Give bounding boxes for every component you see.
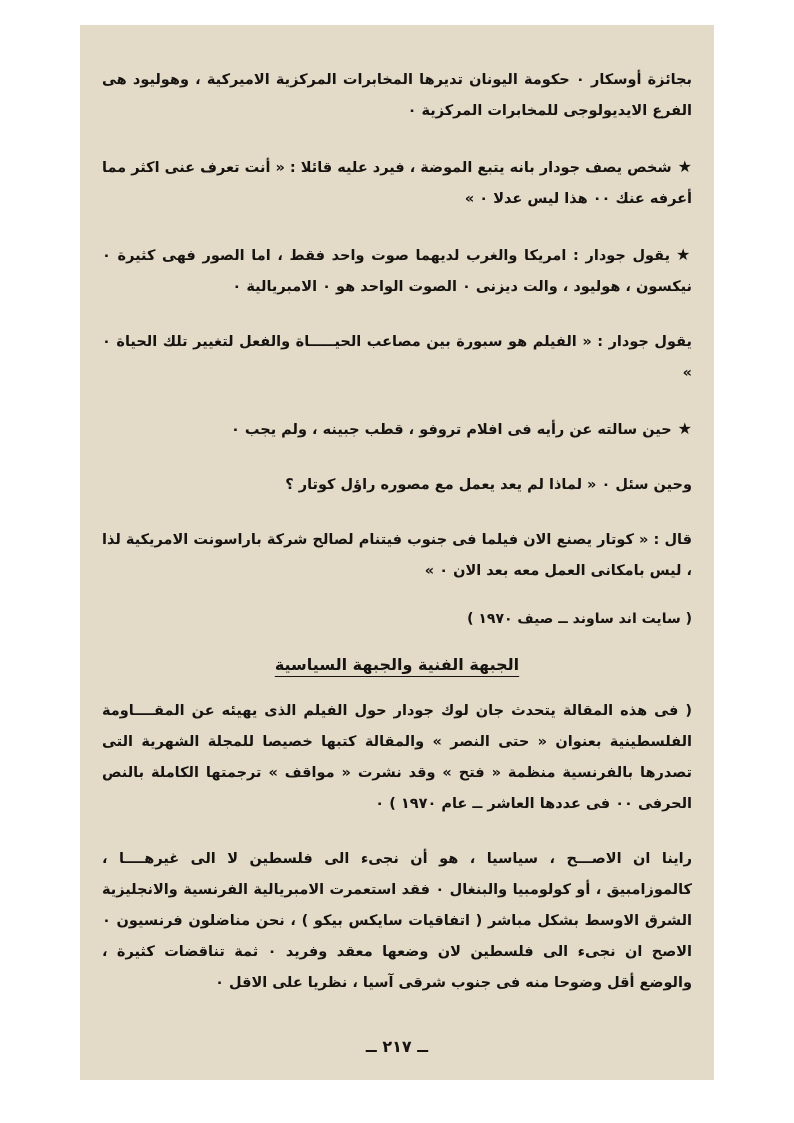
section-heading: الجبهة الفنية والجبهة السياسية [274,655,520,674]
top-section [102,65,692,587]
intro-paragraph: ( فى هذه المقالة يتحدث جان لوك جودار حول الفيلم الذى يهيئه عن المقــــاومة الفلسطينية بعنوان « حتى النصر » والمقالة كتبها خصيصا للمجلة الشهرية التى تصدرها بالفرنسية منظمة « فتح » وقد نشرت « مواقف » ترجمتها الكاملة بالنص الحرفى ٠٠ فى عددها العاشر ــ عام ١٩٧٠ ) ٠ [102,703,692,812]
page-number: ــ ٢١٧ ــ [365,1037,429,1056]
star-bullet-icon: ★ [677,419,692,438]
body-paragraph: راينا ان الاصـــح ، سياسيا ، هو أن نجىء الى فلسطين لا الى غيرهــــا ، كالموزامبيق ، أو كولومبيا والبنغال ٠ فقد استعمرت الامبريالية الفرنسية والانجليزية الشرق الاوسط بشكل مباشر ( اتفاقيات سايكس بيكو ) ، نحن مناضلون فرنسيون ٠ الاصح ان نجىء الى فلسطين لان وضعها معقد وفريد ٠ ثمة تناقضات كثيرة ، والوضع أقل وضوحا منه فى جنوب شرقى آسيا ، نظريا على الاقل ٠ [102,851,692,991]
paragraph-7: قال : « كوتار يصنع الان فيلما فى جنوب فيتنام لصالح شركة باراسونت الامريكية لذا ، ليس بامكانى العمل معه بعد الان ٠ » [102,532,692,579]
paragraph-5: ★حين سالته عن رأيه فى افلام تروفو ، قطب جبينه ، ولم يجب ٠ [230,419,692,438]
book-page [80,25,714,1080]
paragraph-1: بجائزة أوسكار ٠ حكومة اليونان تديرها المخابرات المركزية الاميركية ، وهوليود هى الفرع الايديولوجى للمخابرات المركزية ٠ [102,72,692,119]
paragraph-4: يقول جودار : « الفيلم هو سبورة بين مصاعب الحيـــــاة والفعل لتغيير تلك الحياة ٠ » [102,334,692,381]
paragraph-3: ★يقول جودار : امريكا والغرب لديهما صوت واحد فقط ، اما الصور فهى كثيرة ٠ نيكسون ، هوليود ، والت ديزنى ٠ الصوت الواحد هو ٠ الامبريالية ٠ [102,245,693,295]
bottom-section [102,696,692,999]
star-bullet-icon: ★ [677,157,693,176]
paragraph-2: ★شخص يصف جودار بانه يتبع الموضة ، فيرد عليه قائلا : « أنت تعرف عنى اكثر مما أعرفه عنك ٠٠ هذا ليس عدلا ٠ » [102,157,693,207]
star-bullet-icon: ★ [676,245,693,264]
paragraph-6: وحين سئل ٠ « لماذا لم يعد يعمل مع مصوره راؤل كوتار ؟ [285,477,692,493]
source-citation: ( سايت اند ساوند ــ صيف ١٩٧٠ ) [467,611,692,627]
